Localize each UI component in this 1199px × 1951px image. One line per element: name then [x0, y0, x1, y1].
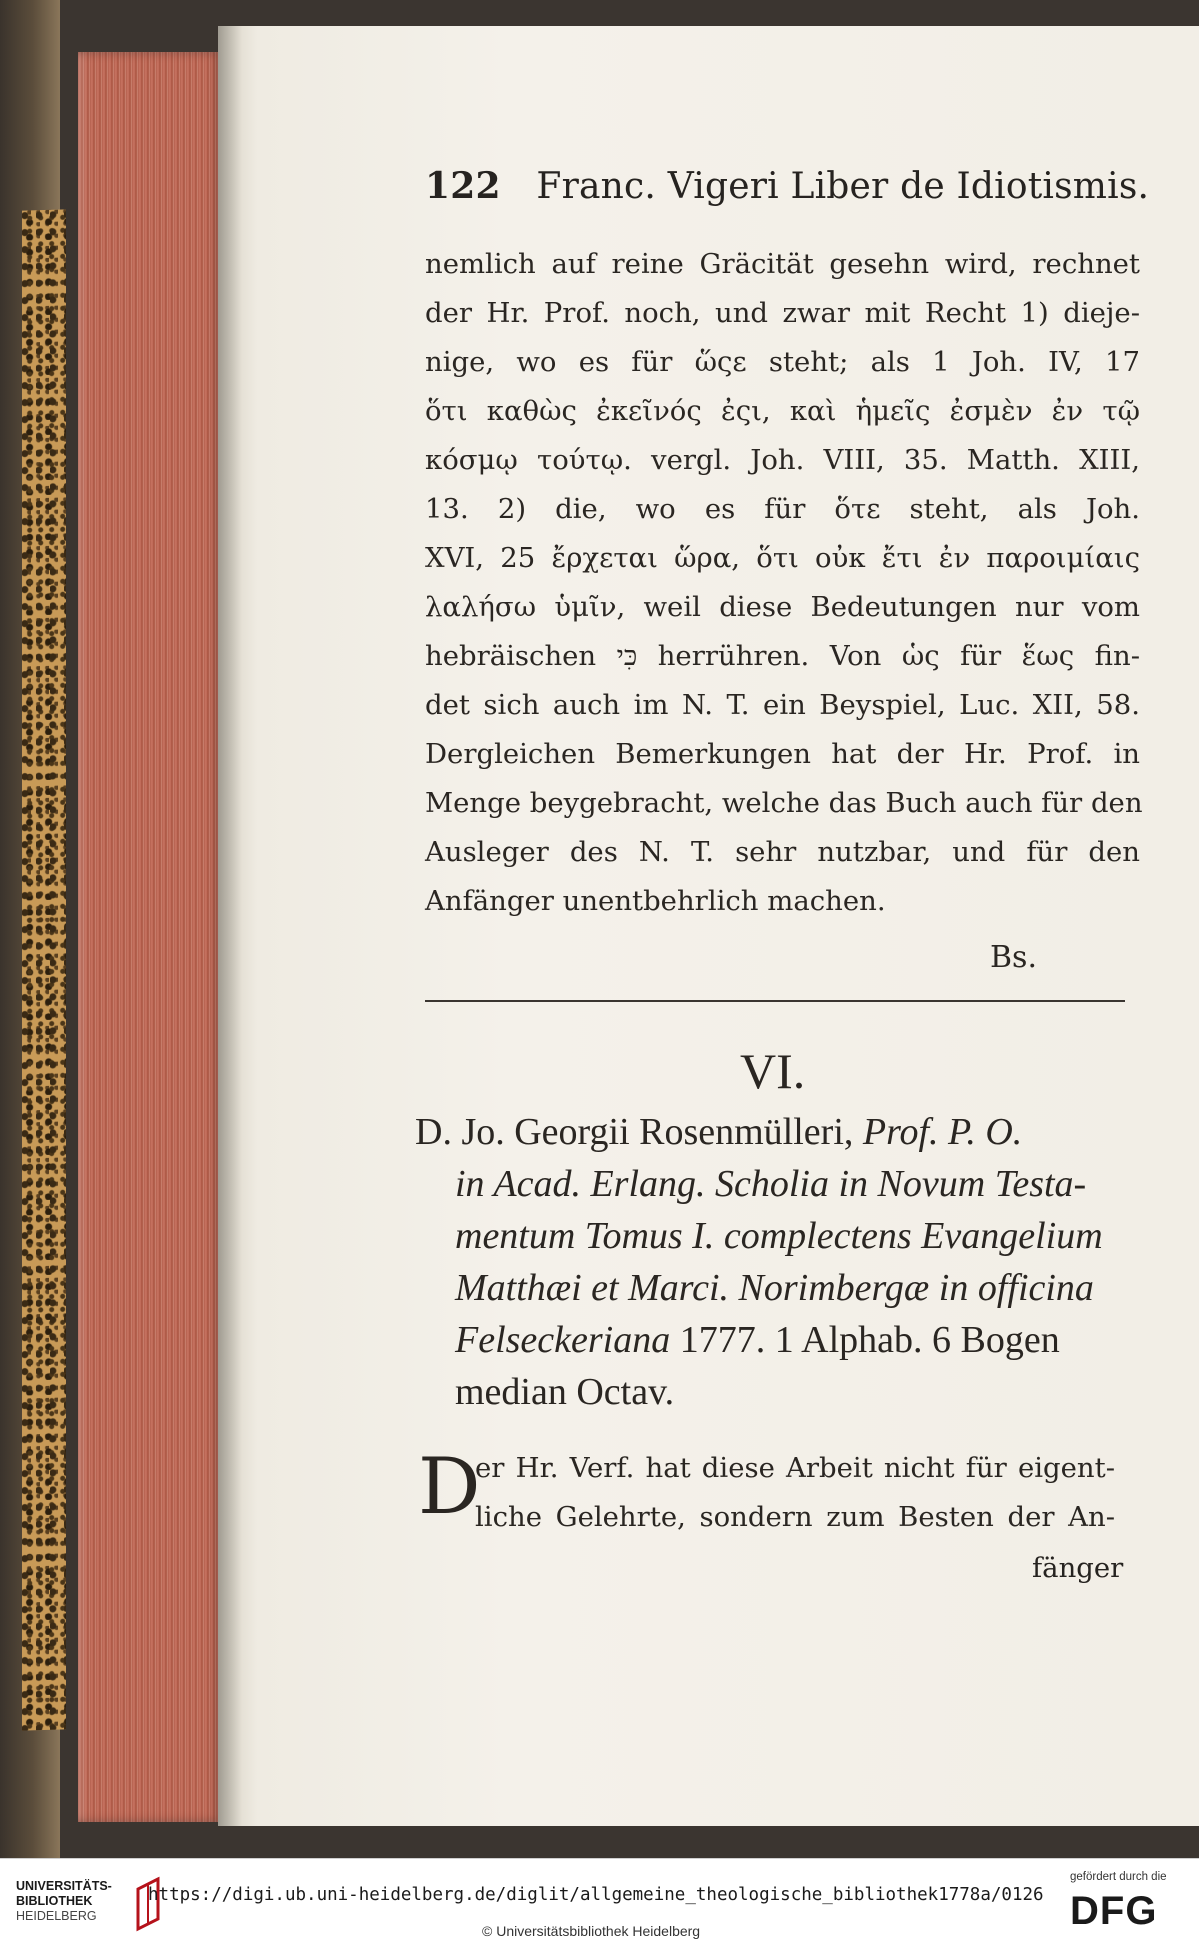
permalink-url[interactable]: https://digi.ub.uni-heidelberg.de/diglit/allgemeine_theologische_bibliothek1778a/0126	[148, 1885, 1044, 1905]
body-line: Dergleichen Bemerkungen hat der Hr. Prof. in	[425, 738, 1140, 770]
library-name-line: HEIDELBERG	[16, 1909, 97, 1923]
section-number: VI.	[740, 1043, 806, 1099]
body-line: det sich auch im N. T. ein Beyspiel, Luc. XII, 58.	[425, 689, 1140, 721]
body-line: λαλήσω ὑμῖν, weil diese Bedeutungen nur vom	[425, 591, 1140, 623]
reference-italic: in Acad. Erlang. Scholia in Novum Testa-	[455, 1163, 1087, 1205]
reference-line	[455, 1266, 1094, 1310]
reference-line	[455, 1162, 1086, 1206]
reference-italic: mentum Tomus I. complectens Evangelium	[455, 1215, 1103, 1257]
reference-roman: median Octav.	[455, 1371, 675, 1413]
body-line: Menge beygebracht, welche das Buch auch für den	[425, 787, 1143, 819]
reference-line	[455, 1370, 674, 1414]
page-fore-edge	[78, 52, 223, 1822]
body-line: hebräischen כִּי herrühren. Von ὡς für ἕως fin-	[425, 640, 1140, 672]
body-line: Anfänger unentbehrlich machen.	[425, 885, 886, 917]
body-line: nige, wo es für ὥςε steht; als 1 Joh. IV, 17	[425, 346, 1140, 378]
gutter-shadow	[218, 26, 242, 1826]
reference-line	[455, 1214, 1103, 1258]
library-name-line: BIBLIOTHEK	[16, 1894, 93, 1908]
catchword: fänger	[1032, 1552, 1124, 1584]
reference-italic: Matthæi et Marci. Norimbergæ in officina	[455, 1267, 1094, 1309]
dfg-logo[interactable]: DFG	[1070, 1889, 1158, 1933]
page-number: 122	[425, 165, 501, 207]
body-line: er Hr. Verf. hat diese Arbeit nicht für eigent-	[475, 1452, 1115, 1484]
body-line: Ausleger des N. T. sehr nutzbar, und für den	[425, 836, 1140, 868]
reviewer-signature: Bs.	[990, 940, 1037, 975]
body-line: κόσμῳ τούτῳ. vergl. Joh. VIII, 35. Matth. XIII,	[425, 444, 1140, 476]
library-logo[interactable]	[16, 1879, 112, 1924]
drop-capital: D	[418, 1442, 481, 1532]
body-line: der Hr. Prof. noch, und zwar mit Recht 1) dieje-	[425, 297, 1140, 329]
section-divider	[425, 1000, 1125, 1002]
reference-line	[415, 1110, 1022, 1154]
copyright-notice: © Universitätsbibliothek Heidelberg	[482, 1923, 701, 1939]
body-line: liche Gelehrte, sondern zum Besten der An-	[475, 1501, 1115, 1533]
running-title: Franc. Vigeri Liber de Idiotismis.	[536, 166, 1150, 207]
body-line: ὅτι καθὼς ἐκεῖνός ἐςι, καὶ ἡμεῖς ἐσμὲν ἐν τῷ	[425, 395, 1140, 427]
body-line: XVI, 25 ἔρχεται ὥρα, ὅτι οὐκ ἔτι ἐν παροιμίαις	[425, 542, 1140, 574]
funding-label: gefördert durch die	[1070, 1871, 1167, 1883]
body-line: nemlich auf reine Gräcität gesehn wird, rechnet	[425, 248, 1140, 280]
viewer-footer	[0, 1858, 1199, 1951]
body-line: 13. 2) die, wo es für ὅτε steht, als Joh.	[425, 493, 1140, 525]
reference-italic: Prof. P. O.	[862, 1111, 1023, 1153]
library-name-line: UNIVERSITÄTS-	[16, 1879, 112, 1893]
running-head	[425, 165, 1149, 207]
reference-roman: D. Jo. Georgii Rosenmülleri,	[415, 1111, 863, 1153]
reference-line	[455, 1318, 1060, 1362]
reference-italic: Felseckeriana	[455, 1319, 671, 1361]
reference-roman: 1777. 1 Alphab. 6 Bogen	[670, 1319, 1060, 1361]
marbled-endpaper	[22, 209, 66, 1730]
